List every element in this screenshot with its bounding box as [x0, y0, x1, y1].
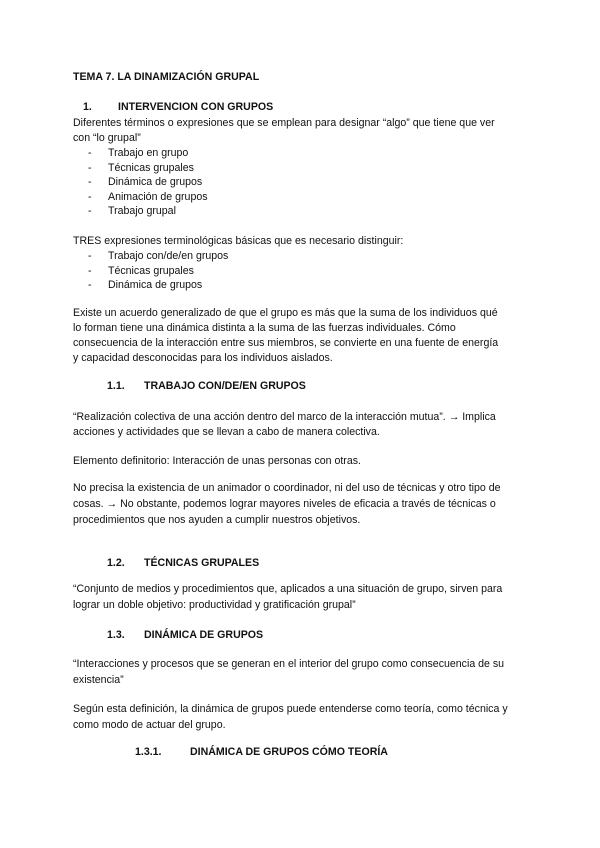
- section-title: TRABAJO CON/DE/EN GRUPOS: [144, 380, 306, 392]
- paragraph: TRES expresiones terminológicas básicas que es necesario distinguir:: [73, 235, 404, 247]
- paragraph-line: como modo de actuar del grupo.: [73, 719, 226, 731]
- paragraph-line: Existe un acuerdo generalizado de que el grupo es más que la suma de los individuos qué: [73, 307, 498, 319]
- list-item: - Trabajo grupal: [88, 204, 208, 219]
- list-item: - Trabajo en grupo: [88, 146, 208, 161]
- paragraph-line: Diferentes términos o expresiones que se emplean para designar “algo” que tiene que ver: [73, 117, 495, 129]
- section-title: DINÁMICA DE GRUPOS: [144, 629, 264, 641]
- section-number: 1.1.: [107, 380, 125, 392]
- section-title: INTERVENCION CON GRUPOS: [118, 101, 274, 113]
- section-1-3-heading: [107, 628, 263, 643]
- list-item: - Dinámica de grupos: [88, 278, 228, 293]
- paragraph-line: lo forman tiene una dinámica distinta a la suma de las fuerzas individuales. Cómo: [73, 322, 456, 334]
- paragraph-line: No precisa la existencia de un animador o coordinador, ni del uso de técnicas y otro tipo de: [73, 482, 501, 494]
- section-1-3-1-heading: [135, 745, 388, 760]
- list-item: - Animación de grupos: [88, 190, 208, 205]
- list-item: - Dinámica de grupos: [88, 175, 208, 190]
- paragraph-line: “Conjunto de medios y procedimientos que, aplicados a una situación de grupo, sirven para: [73, 583, 503, 595]
- paragraph-line: y capacidad desconocidas para los individuos aislados.: [73, 352, 333, 364]
- paragraph: Elemento definitorio: Interacción de unas personas con otras.: [73, 455, 361, 467]
- paragraph-line: lograr un doble objetivo: productividad y gratificación grupal”: [73, 599, 356, 611]
- section-1-heading: [73, 100, 273, 115]
- section-number: 1.3.: [107, 629, 125, 641]
- paragraph-line: “Realización colectiva de una acción dentro del marco de la interacción mutua”. → Implica: [73, 411, 496, 423]
- paragraph-line: acciones y actividades que se llevan a cabo de manera colectiva.: [73, 426, 380, 438]
- list-item: - Trabajo con/de/en grupos: [88, 249, 228, 264]
- section-1-1-heading: [107, 379, 306, 394]
- section-1-2-heading: [107, 556, 259, 571]
- paragraph-line: Según esta definición, la dinámica de grupos puede entenderse como teoría, como técnica y: [73, 703, 508, 715]
- list-item: - Técnicas grupales: [88, 161, 208, 176]
- paragraph-line: existencia”: [73, 674, 124, 686]
- paragraph-line: con “lo grupal”: [73, 132, 141, 144]
- basic-expressions-list: [88, 249, 228, 293]
- section-title: DINÁMICA DE GRUPOS CÓMO TEORÍA: [190, 746, 388, 758]
- document-title: TEMA 7. LA DINAMIZACIÓN GRUPAL: [73, 71, 260, 83]
- paragraph-line: “Interacciones y procesos que se generan en el interior del grupo como consecuencia de su: [73, 658, 505, 670]
- terms-list: [88, 146, 208, 219]
- section-number: 1.: [83, 101, 92, 113]
- section-title: TÉCNICAS GRUPALES: [144, 557, 260, 569]
- section-number: 1.2.: [107, 557, 125, 569]
- section-number: 1.3.1.: [135, 746, 162, 758]
- paragraph-line: consecuencia de la interacción entre sus miembros, se convierte en una fuente de energía: [73, 337, 499, 349]
- paragraph-line: procedimientos que nos ayuden a cumplir nuestros objetivos.: [73, 514, 361, 526]
- paragraph-line: cosas. → No obstante, podemos lograr mayores niveles de eficacia a través de técnicas o: [73, 498, 496, 510]
- list-item: - Técnicas grupales: [88, 264, 228, 279]
